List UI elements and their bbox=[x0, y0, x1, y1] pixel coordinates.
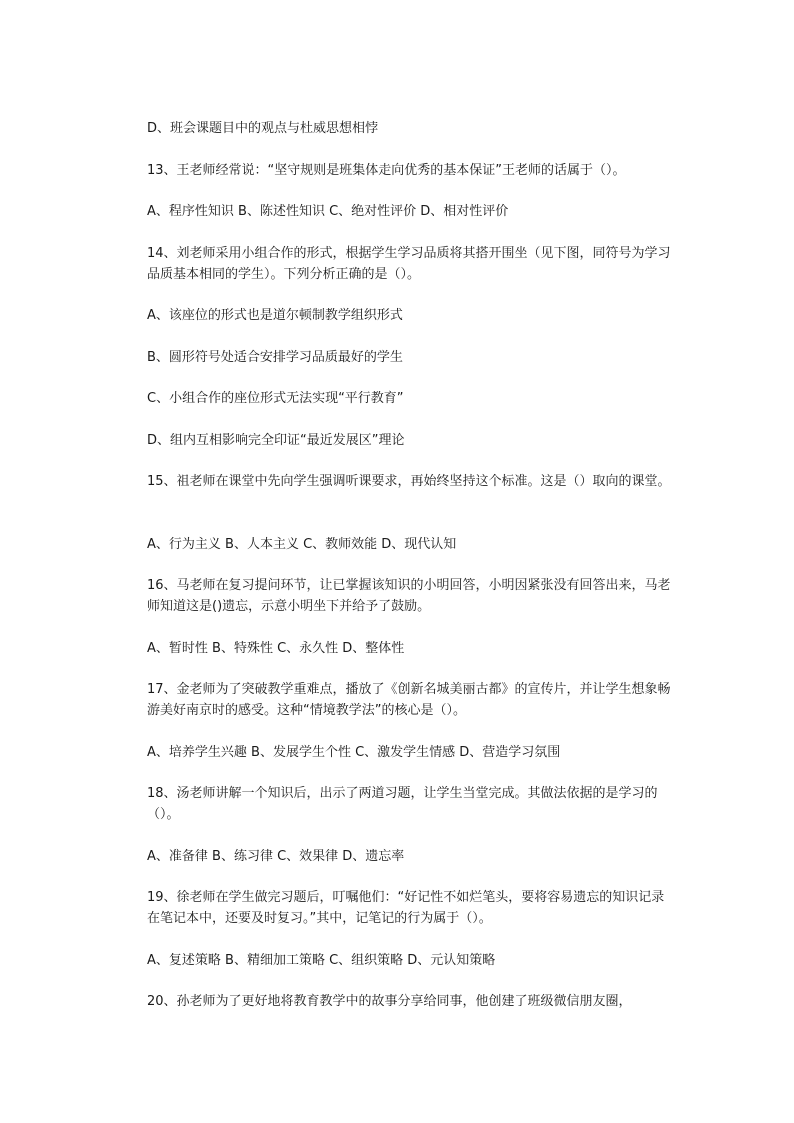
q14-option-a: A、该座位的形式也是道尔顿制教学组织形式 bbox=[147, 308, 403, 323]
question-17: 17、金老师为了突破教学重难点，播放了《创新名城美丽古都》的宣传片，并让学生想象畅游美好南京时的感受。这种“情境教学法”的核心是（）。 bbox=[147, 682, 671, 718]
q16-options: A、暂时性 B、特殊性 C、永久性 D、整体性 bbox=[147, 641, 405, 656]
question-15: 15、祖老师在课堂中先向学生强调听课要求，再始终坚持这个标准。这是（）取向的课堂。 bbox=[147, 474, 671, 489]
q18-options: A、准备律 B、练习律 C、效果律 D、遗忘率 bbox=[147, 849, 405, 864]
q17-options: A、培养学生兴趣 B、发展学生个性 C、激发学生情感 D、营造学习氛围 bbox=[147, 745, 561, 760]
q12-option-d: D、班会课题目中的观点与杜威思想相悖 bbox=[147, 121, 379, 136]
question-18: 18、汤老师讲解一个知识后，出示了两道习题，让学生当堂完成。其做法依据的是学习的（）。 bbox=[147, 786, 658, 822]
q15-options: A、行为主义 B、人本主义 C、教师效能 D、现代认知 bbox=[147, 537, 457, 552]
q19-options: A、复述策略 B、精细加工策略 C、组织策略 D、元认知策略 bbox=[147, 953, 496, 968]
q14-option-b: B、圆形符号处适合安排学习品质最好的学生 bbox=[147, 350, 403, 365]
question-16: 16、马老师在复习提问环节，让已掌握该知识的小明回答，小明因紧张没有回答出来，马老师知道这是()遗忘，示意小明坐下并给予了鼓励。 bbox=[147, 578, 671, 614]
question-20: 20、孙老师为了更好地将教育教学中的故事分享给同事，他创建了班级微信朋友圈， bbox=[147, 994, 632, 1009]
question-19: 19、徐老师在学生做完习题后，叮嘱他们：“好记性不如烂笔头，要将容易遗忘的知识记录在笔记本中，还要及时复习。”其中，记笔记的行为属于（）。 bbox=[147, 890, 665, 926]
q13-options: A、程序性知识 B、陈述性知识 C、绝对性评价 D、相对性评价 bbox=[147, 204, 509, 219]
question-13: 13、王老师经常说：“坚守规则是班集体走向优秀的基本保证”王老师的话属于（）。 bbox=[147, 163, 626, 178]
question-14: 14、刘老师采用小组合作的形式，根据学生学习品质将其搭开围坐（见下图，同符号为学习品质基本相同的学生）。下列分析正确的是（）。 bbox=[147, 246, 671, 282]
q14-option-c: C、小组合作的座位形式无法实现“平行教育” bbox=[147, 391, 404, 406]
q14-option-d: D、组内互相影响完全印证“最近发展区”理论 bbox=[147, 433, 405, 448]
